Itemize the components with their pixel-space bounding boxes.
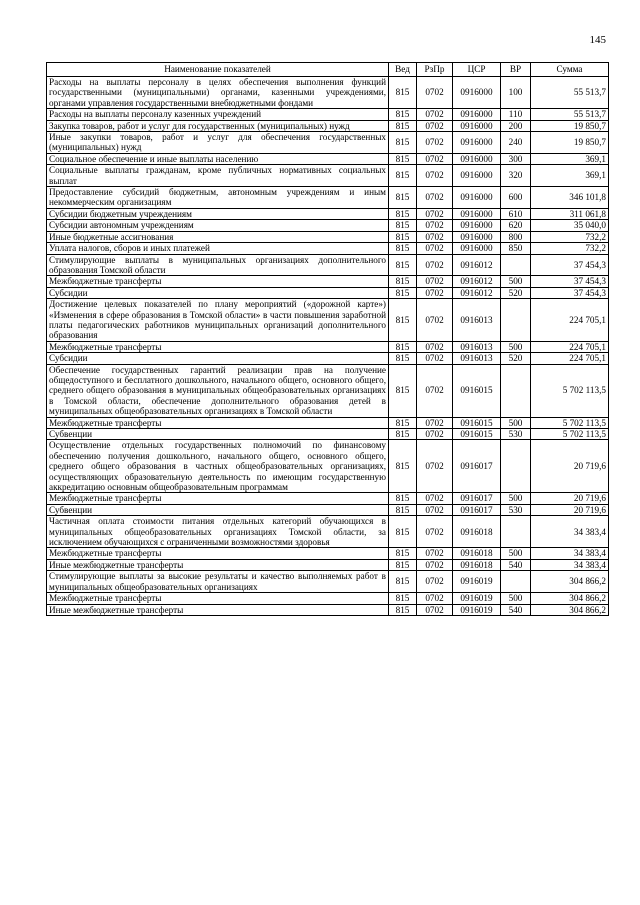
cell-name: Уплата налогов, сборов и иных платежей [47, 243, 389, 254]
cell-csr: 0916015 [453, 364, 501, 417]
cell-ved: 815 [389, 276, 417, 287]
cell-vr: 320 [501, 165, 531, 187]
cell-rzpr: 0702 [417, 593, 453, 604]
cell-csr: 0916018 [453, 516, 501, 548]
cell-ved: 815 [389, 341, 417, 352]
cell-rzpr: 0702 [417, 243, 453, 254]
cell-ved: 815 [389, 165, 417, 187]
cell-vr: 530 [501, 429, 531, 440]
cell-csr: 0916012 [453, 254, 501, 276]
cell-sum: 311 061,8 [531, 208, 609, 219]
cell-rzpr: 0702 [417, 77, 453, 109]
cell-csr: 0916015 [453, 429, 501, 440]
cell-rzpr: 0702 [417, 559, 453, 570]
cell-csr: 0916018 [453, 548, 501, 559]
cell-ved: 815 [389, 504, 417, 515]
header-rzpr: РзПр [417, 63, 453, 77]
table-row [47, 120, 609, 131]
cell-sum: 224 705,1 [531, 353, 609, 364]
cell-rzpr: 0702 [417, 208, 453, 219]
cell-name: Обеспечение государственных гарантий реализации прав на получение общедоступного и бесплатного дошкольного, начального общего, основного общего, среднего общего образования в муниципальных общеобразовательных организациях в Томской области, обеспечение дополнительного образования детей в муниципальных общеобразовательных организациях в Томской области [47, 364, 389, 417]
page-number: 145 [589, 34, 606, 46]
cell-ved: 815 [389, 254, 417, 276]
cell-sum: 55 513,7 [531, 109, 609, 120]
cell-ved: 815 [389, 604, 417, 615]
cell-sum: 20 719,6 [531, 440, 609, 493]
cell-csr: 0916000 [453, 132, 501, 154]
cell-sum: 5 702 113,5 [531, 417, 609, 428]
cell-csr: 0916000 [453, 187, 501, 209]
cell-name: Межбюджетные трансферты [47, 276, 389, 287]
cell-csr: 0916000 [453, 153, 501, 164]
cell-csr: 0916000 [453, 77, 501, 109]
cell-sum: 304 866,2 [531, 604, 609, 615]
cell-sum: 304 866,2 [531, 571, 609, 593]
cell-ved: 815 [389, 187, 417, 209]
table-header-row [47, 63, 609, 77]
cell-vr [501, 299, 531, 342]
cell-vr: 100 [501, 77, 531, 109]
cell-vr: 500 [501, 417, 531, 428]
cell-rzpr: 0702 [417, 132, 453, 154]
table-row [47, 132, 609, 154]
cell-sum: 34 383,4 [531, 548, 609, 559]
header-vr: ВР [501, 63, 531, 77]
table-row [47, 559, 609, 570]
table-row [47, 243, 609, 254]
cell-sum: 37 454,3 [531, 276, 609, 287]
cell-name: Субвенции [47, 504, 389, 515]
cell-name: Достижение целевых показателей по плану мероприятий («дорожной карте») «Изменения в сфере образования в Томской области» в части повышения заработной платы педагогических работников муниципальных организаций дополнительного образования [47, 299, 389, 342]
cell-ved: 815 [389, 353, 417, 364]
cell-rzpr: 0702 [417, 109, 453, 120]
table-row [47, 276, 609, 287]
cell-name: Частичная оплата стоимости питания отдельных категорий обучающихся в муниципальных общеобразовательных организациях Томской области, за исключением обучающихся с ограниченными возможностями здоровья [47, 516, 389, 548]
cell-csr: 0916018 [453, 559, 501, 570]
cell-vr: 600 [501, 187, 531, 209]
table-row [47, 353, 609, 364]
cell-csr: 0916019 [453, 593, 501, 604]
cell-csr: 0916000 [453, 220, 501, 231]
cell-vr: 500 [501, 493, 531, 504]
cell-sum: 732,2 [531, 243, 609, 254]
cell-ved: 815 [389, 429, 417, 440]
cell-rzpr: 0702 [417, 254, 453, 276]
cell-rzpr: 0702 [417, 220, 453, 231]
table-row [47, 153, 609, 164]
cell-sum: 369,1 [531, 153, 609, 164]
cell-ved: 815 [389, 208, 417, 219]
cell-csr: 0916019 [453, 604, 501, 615]
cell-csr: 0916000 [453, 120, 501, 131]
table-row [47, 187, 609, 209]
cell-rzpr: 0702 [417, 231, 453, 242]
table-row [47, 548, 609, 559]
header-sum: Сумма [531, 63, 609, 77]
cell-csr: 0916000 [453, 231, 501, 242]
header-name: Наименование показателей [47, 63, 389, 77]
cell-vr [501, 364, 531, 417]
cell-rzpr: 0702 [417, 276, 453, 287]
cell-sum: 37 454,3 [531, 254, 609, 276]
cell-ved: 815 [389, 516, 417, 548]
cell-sum: 5 702 113,5 [531, 364, 609, 417]
cell-rzpr: 0702 [417, 440, 453, 493]
cell-csr: 0916019 [453, 571, 501, 593]
cell-name: Субсидии бюджетным учреждениям [47, 208, 389, 219]
cell-sum: 5 702 113,5 [531, 429, 609, 440]
cell-vr: 200 [501, 120, 531, 131]
cell-vr [501, 571, 531, 593]
cell-ved: 815 [389, 220, 417, 231]
table-row [47, 77, 609, 109]
cell-csr: 0916015 [453, 417, 501, 428]
cell-vr: 540 [501, 559, 531, 570]
table-row [47, 604, 609, 615]
cell-ved: 815 [389, 299, 417, 342]
cell-name: Социальное обеспечение и иные выплаты населению [47, 153, 389, 164]
table-row [47, 364, 609, 417]
cell-name: Межбюджетные трансферты [47, 493, 389, 504]
cell-ved: 815 [389, 440, 417, 493]
cell-name: Иные межбюджетные трансферты [47, 604, 389, 615]
cell-rzpr: 0702 [417, 353, 453, 364]
cell-rzpr: 0702 [417, 548, 453, 559]
cell-vr [501, 440, 531, 493]
cell-vr: 500 [501, 341, 531, 352]
table-row [47, 165, 609, 187]
cell-ved: 815 [389, 287, 417, 298]
cell-vr: 540 [501, 604, 531, 615]
cell-vr: 500 [501, 548, 531, 559]
table-row [47, 417, 609, 428]
cell-vr: 300 [501, 153, 531, 164]
cell-rzpr: 0702 [417, 493, 453, 504]
cell-rzpr: 0702 [417, 364, 453, 417]
cell-vr: 500 [501, 593, 531, 604]
cell-ved: 815 [389, 417, 417, 428]
cell-name: Субсидии автономным учреждениям [47, 220, 389, 231]
table-row [47, 341, 609, 352]
cell-sum: 304 866,2 [531, 593, 609, 604]
cell-sum: 20 719,6 [531, 504, 609, 515]
cell-vr: 520 [501, 353, 531, 364]
cell-sum: 19 850,7 [531, 120, 609, 131]
cell-rzpr: 0702 [417, 299, 453, 342]
cell-sum: 732,2 [531, 231, 609, 242]
cell-sum: 55 513,7 [531, 77, 609, 109]
cell-sum: 224 705,1 [531, 341, 609, 352]
cell-sum: 346 101,8 [531, 187, 609, 209]
cell-sum: 34 383,4 [531, 516, 609, 548]
cell-ved: 815 [389, 132, 417, 154]
cell-rzpr: 0702 [417, 287, 453, 298]
cell-name: Закупка товаров, работ и услуг для государственных (муниципальных) нужд [47, 120, 389, 131]
cell-csr: 0916017 [453, 493, 501, 504]
cell-rzpr: 0702 [417, 516, 453, 548]
cell-name: Иные межбюджетные трансферты [47, 559, 389, 570]
table-row [47, 254, 609, 276]
table-row [47, 109, 609, 120]
cell-csr: 0916012 [453, 287, 501, 298]
cell-sum: 37 454,3 [531, 287, 609, 298]
table-row [47, 287, 609, 298]
table-row [47, 516, 609, 548]
cell-rzpr: 0702 [417, 604, 453, 615]
cell-name: Субсидии [47, 353, 389, 364]
cell-vr [501, 254, 531, 276]
budget-table [46, 62, 609, 616]
cell-ved: 815 [389, 153, 417, 164]
cell-rzpr: 0702 [417, 429, 453, 440]
cell-name: Иные бюджетные ассигнования [47, 231, 389, 242]
cell-sum: 224 705,1 [531, 299, 609, 342]
cell-vr: 850 [501, 243, 531, 254]
cell-rzpr: 0702 [417, 165, 453, 187]
cell-ved: 815 [389, 493, 417, 504]
table-row [47, 299, 609, 342]
cell-rzpr: 0702 [417, 417, 453, 428]
cell-name: Стимулирующие выплаты в муниципальных организациях дополнительного образования Томской области [47, 254, 389, 276]
cell-ved: 815 [389, 243, 417, 254]
cell-csr: 0916017 [453, 440, 501, 493]
cell-ved: 815 [389, 120, 417, 131]
table-row [47, 504, 609, 515]
cell-name: Межбюджетные трансферты [47, 341, 389, 352]
cell-vr: 240 [501, 132, 531, 154]
cell-vr: 110 [501, 109, 531, 120]
cell-ved: 815 [389, 593, 417, 604]
cell-vr: 500 [501, 276, 531, 287]
cell-ved: 815 [389, 231, 417, 242]
cell-sum: 34 383,4 [531, 559, 609, 570]
cell-name: Межбюджетные трансферты [47, 548, 389, 559]
cell-rzpr: 0702 [417, 571, 453, 593]
cell-name: Осуществление отдельных государственных полномочий по финансовому обеспечению получения дошкольного, начального общего, основного общего, среднего общего образования в частных общеобразовательных организациях, осуществляющих образовательную деятельность по имеющим государственную аккредитацию основным общеобразовательным программам [47, 440, 389, 493]
table-row [47, 571, 609, 593]
cell-vr: 800 [501, 231, 531, 242]
cell-sum: 369,1 [531, 165, 609, 187]
cell-csr: 0916000 [453, 109, 501, 120]
cell-vr: 610 [501, 208, 531, 219]
table-row [47, 220, 609, 231]
cell-csr: 0916000 [453, 208, 501, 219]
cell-csr: 0916000 [453, 165, 501, 187]
table-row [47, 429, 609, 440]
cell-name: Межбюджетные трансферты [47, 593, 389, 604]
cell-ved: 815 [389, 77, 417, 109]
cell-vr: 520 [501, 287, 531, 298]
cell-sum: 20 719,6 [531, 493, 609, 504]
cell-name: Расходы на выплаты персоналу в целях обеспечения выполнения функций государственными (муниципальными) органами, казенными учреждениями, органами управления государственными внебюджетными фондами [47, 77, 389, 109]
cell-ved: 815 [389, 571, 417, 593]
cell-sum: 35 040,0 [531, 220, 609, 231]
cell-name: Социальные выплаты гражданам, кроме публичных нормативных социальных выплат [47, 165, 389, 187]
cell-rzpr: 0702 [417, 341, 453, 352]
cell-name: Межбюджетные трансферты [47, 417, 389, 428]
header-csr: ЦСР [453, 63, 501, 77]
cell-csr: 0916017 [453, 504, 501, 515]
cell-name: Расходы на выплаты персоналу казенных учреждений [47, 109, 389, 120]
cell-vr [501, 516, 531, 548]
cell-name: Субвенции [47, 429, 389, 440]
cell-vr: 620 [501, 220, 531, 231]
table-row [47, 493, 609, 504]
cell-csr: 0916013 [453, 353, 501, 364]
table-row [47, 593, 609, 604]
cell-vr: 530 [501, 504, 531, 515]
cell-rzpr: 0702 [417, 187, 453, 209]
cell-sum: 19 850,7 [531, 132, 609, 154]
cell-name: Субсидии [47, 287, 389, 298]
cell-name: Предоставление субсидий бюджетным, автономным учреждениям и иным некоммерческим организациям [47, 187, 389, 209]
cell-name: Стимулирующие выплаты за высокие результаты и качество выполняемых работ в муниципальных общеобразовательных организациях [47, 571, 389, 593]
cell-csr: 0916012 [453, 276, 501, 287]
cell-csr: 0916013 [453, 341, 501, 352]
table-body [47, 77, 609, 616]
cell-ved: 815 [389, 364, 417, 417]
cell-rzpr: 0702 [417, 120, 453, 131]
cell-ved: 815 [389, 548, 417, 559]
cell-rzpr: 0702 [417, 504, 453, 515]
cell-ved: 815 [389, 559, 417, 570]
cell-ved: 815 [389, 109, 417, 120]
table-row [47, 208, 609, 219]
cell-rzpr: 0702 [417, 153, 453, 164]
cell-csr: 0916000 [453, 243, 501, 254]
cell-name: Иные закупки товаров, работ и услуг для обеспечения государственных (муниципальных) нужд [47, 132, 389, 154]
table-row [47, 440, 609, 493]
header-ved: Вед [389, 63, 417, 77]
table-row [47, 231, 609, 242]
cell-csr: 0916013 [453, 299, 501, 342]
